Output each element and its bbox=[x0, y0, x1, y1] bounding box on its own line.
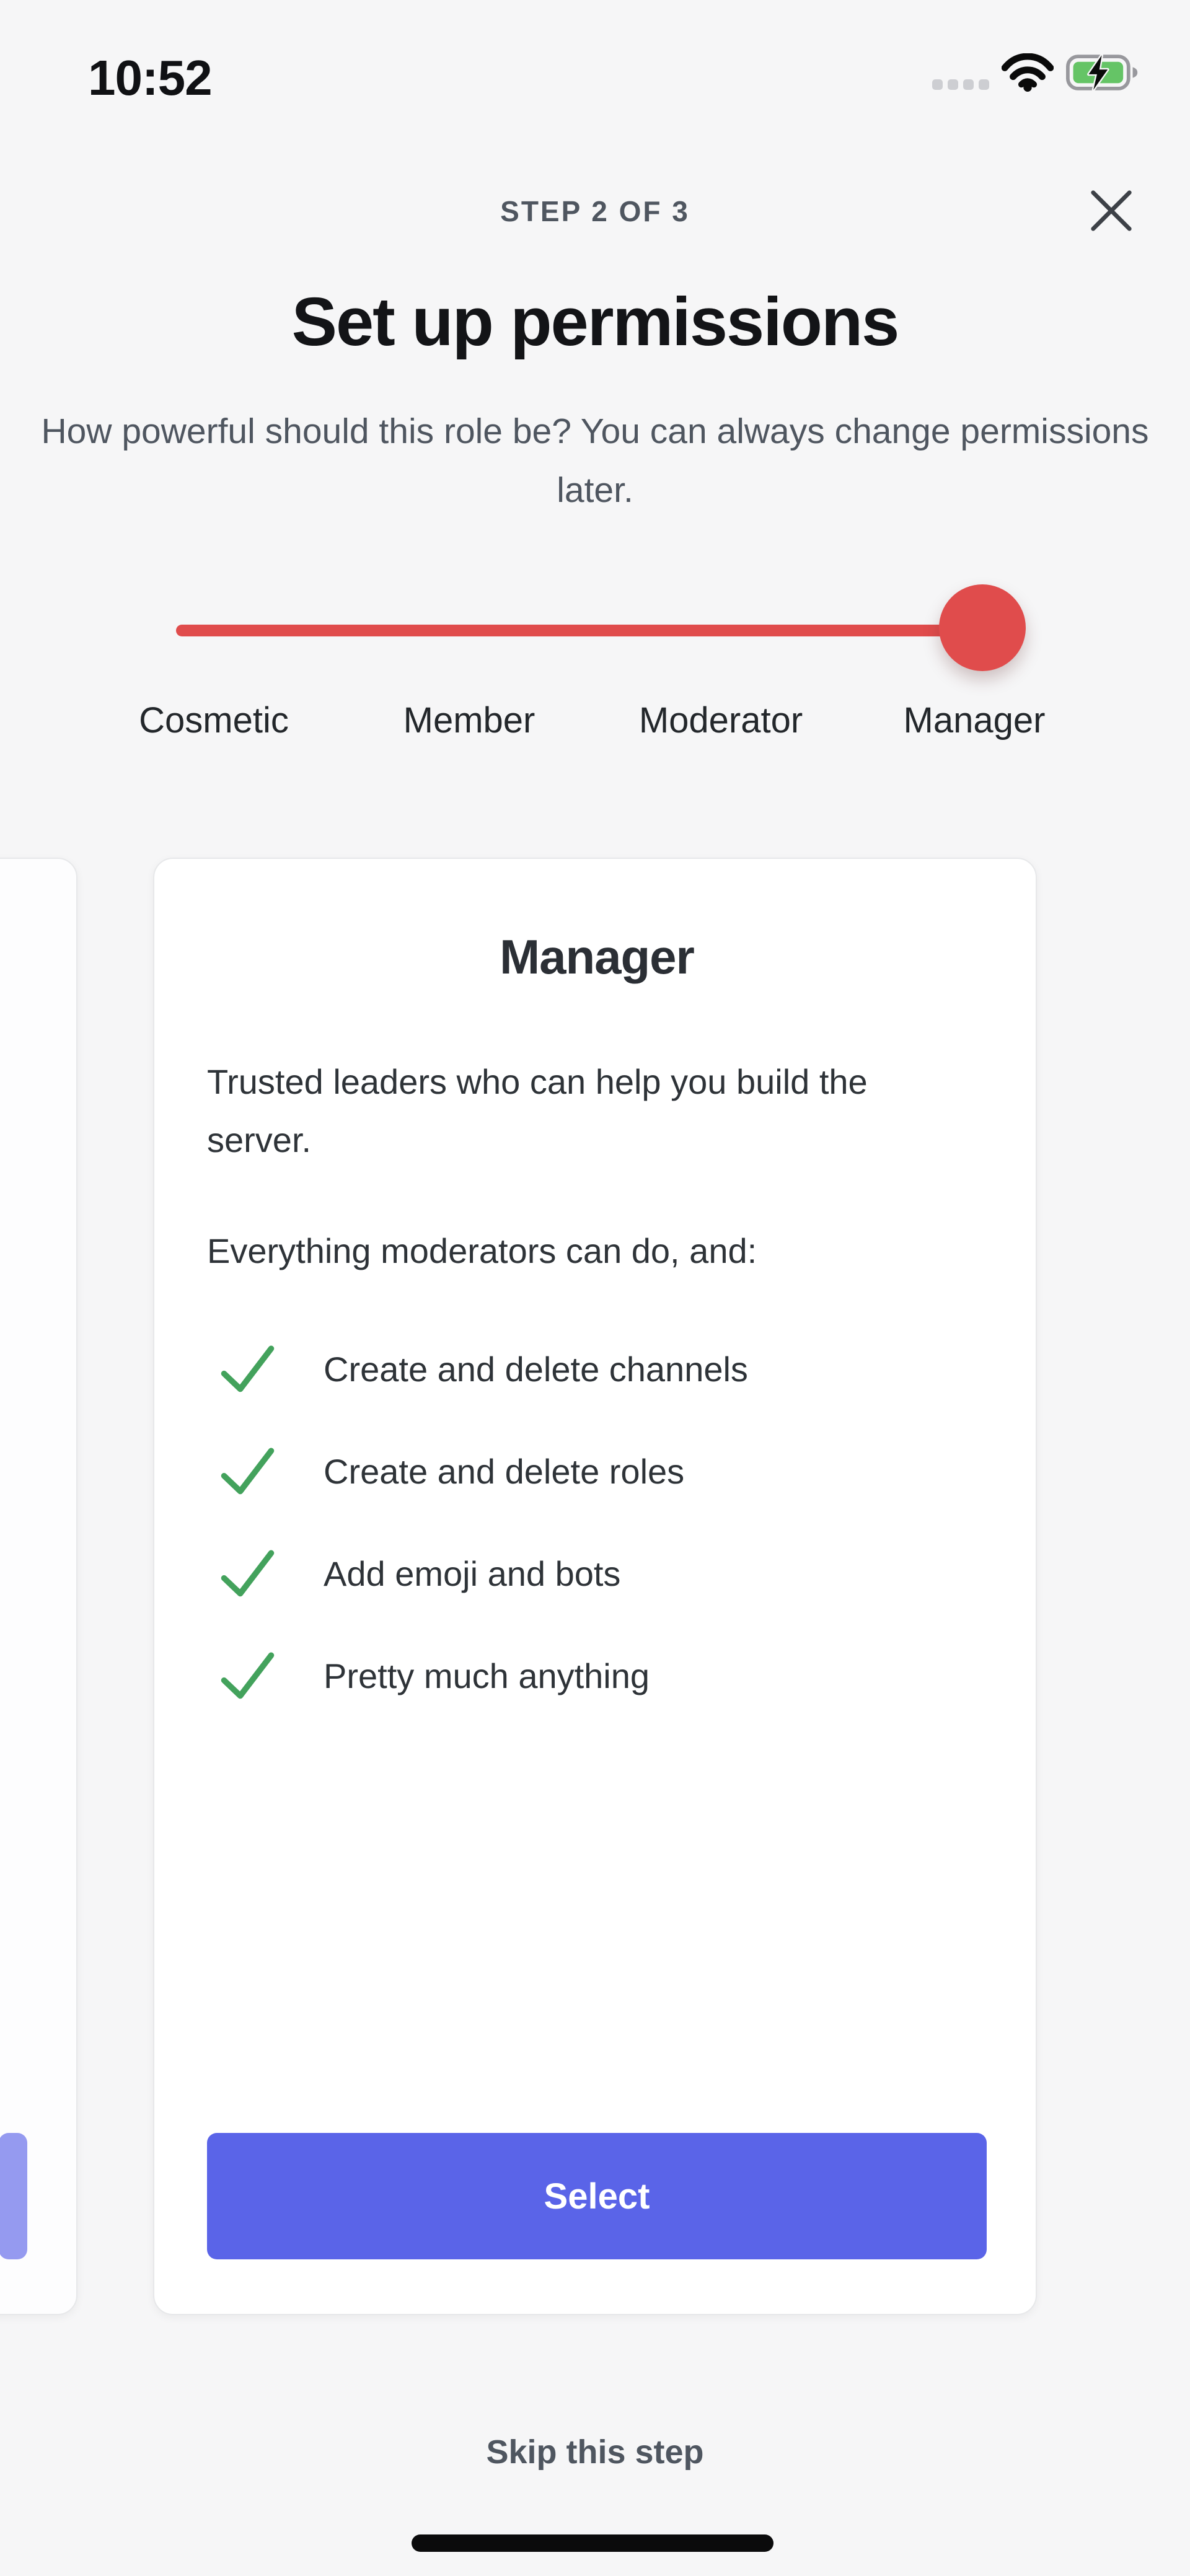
permission-list bbox=[207, 1340, 987, 1705]
permission-row bbox=[207, 1544, 987, 1603]
slider-knob[interactable] bbox=[939, 584, 1026, 671]
page-subtitle: How powerful should this role be? You can always change permissions later. bbox=[41, 411, 1149, 510]
slider-label-cosmetic[interactable]: Cosmetic bbox=[139, 700, 289, 741]
permission-label: Create and delete roles bbox=[324, 1452, 685, 1491]
status-time: 10:52 bbox=[88, 50, 212, 105]
wifi-icon bbox=[1002, 53, 1054, 95]
role-card-title: Manager bbox=[500, 930, 694, 984]
permission-label: Create and delete channels bbox=[324, 1350, 748, 1389]
permission-label: Add emoji and bots bbox=[324, 1554, 621, 1593]
permission-row bbox=[207, 1340, 987, 1399]
previous-role-card[interactable] bbox=[0, 858, 77, 2315]
check-icon bbox=[218, 1340, 277, 1399]
permission-row bbox=[207, 1646, 987, 1705]
permission-row bbox=[207, 1442, 987, 1501]
power-slider bbox=[0, 558, 1190, 756]
slider-label-member[interactable]: Member bbox=[403, 700, 536, 741]
home-indicator[interactable] bbox=[412, 2534, 774, 2552]
check-icon bbox=[218, 1442, 277, 1501]
cellular-signal-dots-icon bbox=[932, 79, 989, 90]
check-icon bbox=[218, 1544, 277, 1603]
close-icon[interactable] bbox=[1082, 181, 1141, 240]
check-icon bbox=[218, 1646, 277, 1705]
slider-track[interactable] bbox=[176, 625, 985, 636]
skip-step-link[interactable]: Skip this step bbox=[486, 2433, 704, 2471]
step-indicator: STEP 2 OF 3 bbox=[500, 195, 690, 227]
previous-card-select-button[interactable] bbox=[0, 2133, 27, 2259]
permission-label: Pretty much anything bbox=[324, 1656, 650, 1695]
manager-role-card bbox=[153, 858, 1037, 2315]
select-button[interactable]: Select bbox=[207, 2133, 987, 2259]
role-card-intro: Everything moderators can do, and: bbox=[207, 1231, 757, 1270]
role-card-description: Trusted leaders who can help you build the server. bbox=[207, 1062, 868, 1159]
page-title: Set up permissions bbox=[291, 284, 899, 360]
battery-charging-icon bbox=[1066, 53, 1140, 95]
slider-label-moderator[interactable]: Moderator bbox=[638, 700, 803, 741]
slider-label-manager[interactable]: Manager bbox=[903, 700, 1046, 741]
